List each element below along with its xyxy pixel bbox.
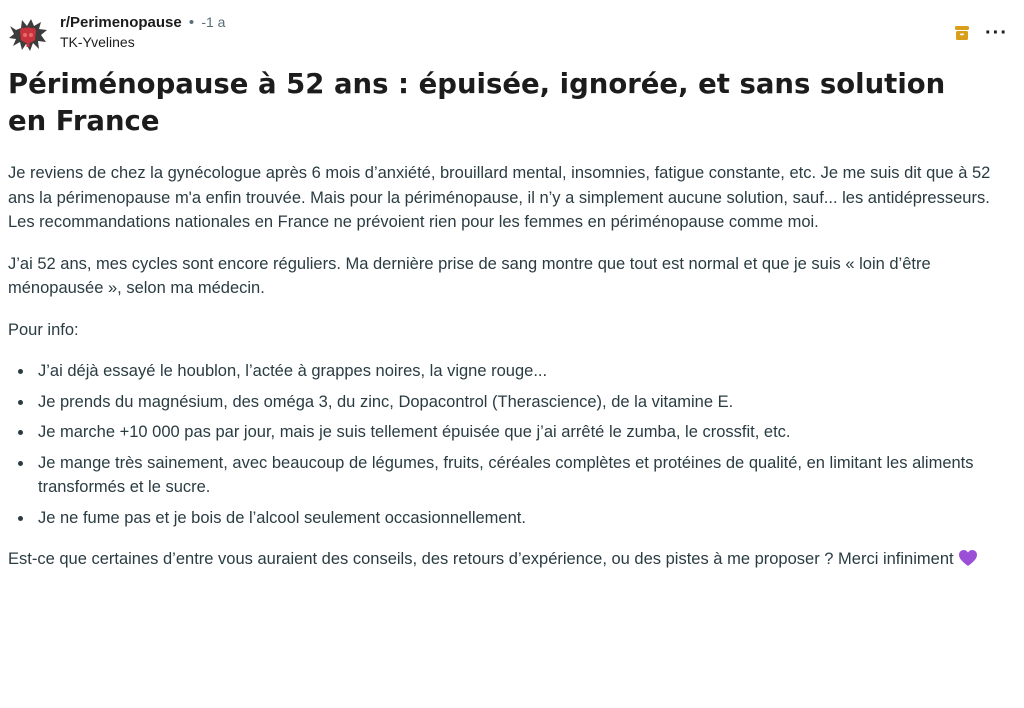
post-title: Périménopause à 52 ans : épuisée, ignorée, et sans solution en France xyxy=(8,68,946,137)
body-paragraph: J’ai 52 ans, mes cycles sont encore réguliers. Ma dernière prise de sang montre que tout est normal et que je suis « loin d’être ménopausée », selon ma médecin. xyxy=(8,254,931,297)
post-age: -1 a xyxy=(201,14,226,30)
post-actions xyxy=(953,24,1008,42)
list-item: • Je marche +10 000 pas par jour, mais je suis tellement épuisée que j’ai arrêté le zumba, le crossfit, etc. xyxy=(34,420,1008,445)
meta-separator: • xyxy=(188,14,195,31)
list-item: • Je mange très sainement, avec beaucoup de légumes, fruits, céréales complètes et protéines de qualité, en limitant les aliments transformés et le sucre. xyxy=(34,451,1008,500)
post-header xyxy=(8,10,1008,56)
post-body xyxy=(8,161,1008,589)
archive-icon[interactable] xyxy=(953,24,971,42)
list-item: • Je ne fume pas et je bois de l’alcool seulement occasionnellement. xyxy=(34,506,1008,531)
bullet-list xyxy=(8,359,1008,530)
author-username[interactable]: TK-Yvelines xyxy=(60,34,135,50)
list-item: • Je prends du magnésium, des oméga 3, du zinc, Dopacontrol (Therascience), de la vitamine E. xyxy=(34,390,1008,415)
post-meta xyxy=(60,13,225,51)
closing-text: Est-ce que certaines d’entre vous auraient des conseils, des retours d’expérience, ou des pistes à me proposer ? Merci infiniment xyxy=(8,550,954,568)
purple-heart-icon xyxy=(958,549,978,567)
subreddit-avatar-icon[interactable] xyxy=(8,16,48,56)
closing-paragraph xyxy=(8,547,1008,572)
subreddit-link[interactable]: r/Perimenopause xyxy=(60,14,182,31)
body-paragraph: Je reviens de chez la gynécologue après 6 mois d’anxiété, brouillard mental, insomnies, fatigue constante, etc. Je me suis dit que à 52 ans la périmenopause m'a enfin trouvée. Mais pour la périménopause, il n’y a simplement aucune solution, sauf... les antidépresseurs. Les recommandations nationales en France ne prévoient rien pour les femmes en périménopause comme moi. xyxy=(8,164,991,231)
list-item: • J’ai déjà essayé le houblon, l’actée à grappes noires, la vigne rouge... xyxy=(34,359,1008,384)
more-options-icon[interactable]: ··· xyxy=(985,22,1008,44)
subreddit-line xyxy=(60,13,225,32)
body-paragraph: Pour info: xyxy=(8,320,79,339)
